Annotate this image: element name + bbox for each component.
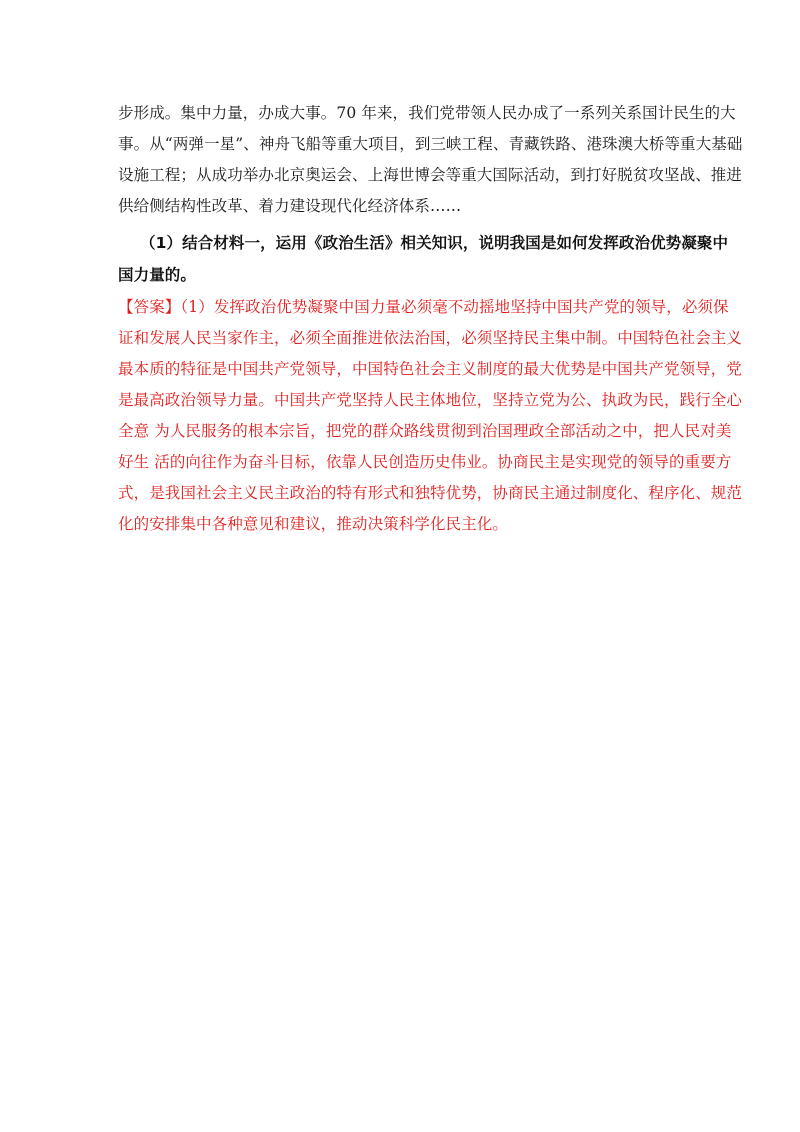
- answer-line: 最本质的特征是中国共产党领导，中国特色社会主义制度的最大优势是中国共产党领导，党: [118, 360, 743, 378]
- material-line: 设施工程；从成功举办北京奥运会、上海世博会等重大国际活动，到打好脱贫攻坚战、推进: [118, 166, 743, 184]
- question-line: （1）结合材料一，运用《政治生活》相关知识，说明我国是如何发挥政治优势凝聚中: [140, 234, 729, 252]
- question-line: 国力量的。: [118, 266, 197, 284]
- answer-line: 是最高政治领导力量。中国共产党坚持人民主体地位，坚持立党为公、执政为民，践行全心: [118, 391, 743, 409]
- answer-line: 全意 为人民服务的根本宗旨，把党的群众路线贯彻到治国理政全部活动之中，把人民对美: [118, 422, 732, 440]
- answer-line: 证和发展人民当家作主，必须全面推进依法治国，必须坚持民主集中制。中国特色社会主义: [118, 329, 743, 347]
- answer-line: [118, 297, 729, 317]
- answer-first-line: （1）发挥政治优势凝聚中国力量必须毫不动摇地坚持中国共产党的领导，必须保: [180, 298, 729, 316]
- answer-line: 化的安排集中各种意见和建议，推动决策科学化民主化。: [118, 515, 509, 533]
- answer-tag: 【答案】: [118, 298, 181, 316]
- material-line: 供给侧结构性改革、着力建设现代化经济体系……: [118, 197, 462, 215]
- material-line: 步形成。集中力量，办成大事。70 年来，我们党带领人民办成了一系列关系国计民生的大: [118, 104, 736, 122]
- answer-line: 式，是我国社会主义民主政治的特有形式和独特优势，协商民主通过制度化、程序化、规范: [118, 484, 743, 502]
- answer-line: 好生 活的向往作为奋斗目标，依靠人民创造历史伟业。协商民主是实现党的领导的重要方: [118, 453, 732, 471]
- material-line: 事。从“两弹一星”、神舟飞船等重大项目，到三峡工程、青藏铁路、港珠澳大桥等重大基础: [118, 135, 743, 153]
